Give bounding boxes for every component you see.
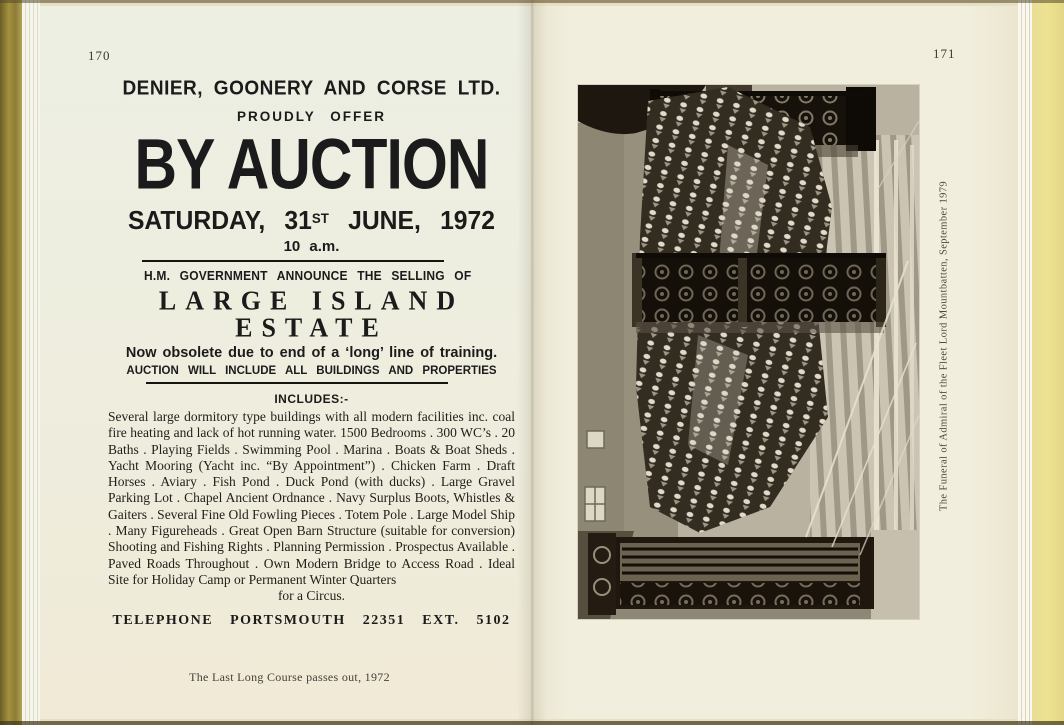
left-page-caption: The Last Long Course passes out, 1972 xyxy=(189,669,390,684)
left-page xyxy=(40,6,531,719)
poster-estate-title-line2: ESTATE xyxy=(235,312,388,343)
poster-auction-includes-line: AUCTION WILL INCLUDE ALL BUILDINGS AND PROPERTIES xyxy=(126,365,497,377)
poster-body-last-line: for a Circus. xyxy=(277,588,346,604)
poster-telephone-line: TELEPHONE PORTSMOUTH 22351 EXT. 5102 xyxy=(112,612,511,628)
right-page-caption: The Funeral of Admiral of the Fleet Lord Mountbatten, September 1979 xyxy=(938,180,950,512)
poster-includes-label: INCLUDES:- xyxy=(274,392,349,406)
book-cover-left-edge xyxy=(0,0,22,725)
funeral-photo xyxy=(578,85,919,619)
poster-estate-title-line1: LARGE ISLAND xyxy=(158,285,465,316)
scan-bottom-edge xyxy=(0,721,1064,725)
book-cover-right-edge xyxy=(1032,0,1064,725)
scan-top-edge xyxy=(0,0,1064,3)
auction-poster xyxy=(40,6,531,685)
funeral-photo-graphic xyxy=(578,85,919,619)
poster-government-line: H.M. GOVERNMENT ANNOUNCE THE SELLING OF xyxy=(144,268,472,284)
poster-date-line xyxy=(116,205,506,236)
right-page xyxy=(531,6,1018,719)
poster-divider-bottom xyxy=(146,382,448,384)
poster-obsolete-line: Now obsolete due to end of a ‘long’ line of training. xyxy=(125,345,498,361)
page-number-left: 170 xyxy=(88,48,111,63)
poster-date-part1: SATURDAY, 31 xyxy=(127,205,312,235)
page-edges-left xyxy=(22,0,40,725)
book-gutter xyxy=(517,0,547,725)
poster-body-paragraph: Several large dormitory type buildings with all modern facilities inc. coal fire heating and lack of hot running water. 1500 Bedrooms . 300 WC’s . 20 Baths . Playing Fields . Swimming Pool . Marina . Boats & Boat Sheds . Yacht Mooring (Yacht inc. “By Appointment”) . Chicken Farm . Draft Horses . Aviary . Fish Pond . Duck Pond (with ducks) . Large Gravel Parking Lot . Chapel Ancient Ordnance . Navy Surplus Boots, Whistles & Gaiters . Several Fine Old Fowling Pieces . Totem Pole . Large Model Ship . Many Figureheads . Great Open Barn Structure (suitable for conversion) Shooting and Fishing Rights . Planning Permission . Prospectus Available . Paved Roads Throughout . Own Modern Bridge to Access Road . Ideal Site for Holiday Camp or Permanent Winter Quarters xyxy=(108,409,515,587)
poster-time: 10 a.m. xyxy=(283,238,340,255)
page-edges-right xyxy=(1018,0,1032,725)
poster-company-name: DENIER, GOONERY AND CORSE LTD. xyxy=(122,77,501,100)
poster-headline: BY AUCTION xyxy=(134,123,489,205)
poster-divider-top xyxy=(142,260,444,262)
poster-date-ordinal: ST xyxy=(311,210,329,226)
poster-date-part2: JUNE, 1972 xyxy=(328,205,496,235)
poster-tagline: PROUDLY OFFER xyxy=(236,109,387,124)
page-number-right: 171 xyxy=(933,46,956,61)
